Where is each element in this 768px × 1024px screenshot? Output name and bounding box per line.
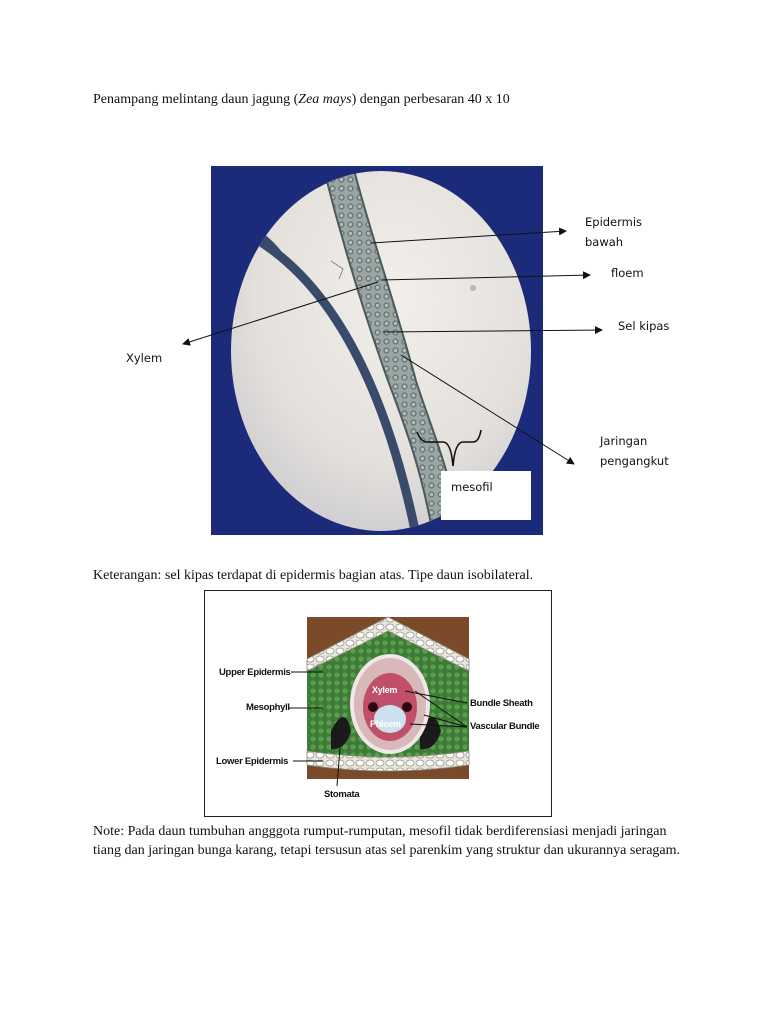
intro-suffix: ) dengan perbesaran 40 x 10 [351, 92, 510, 107]
label-bundle-sheath: Bundle Sheath [470, 698, 533, 709]
label-upper-epidermis: Upper Epidermis [219, 667, 291, 678]
label-epidermis-line2: bawah [585, 235, 624, 249]
label-jaringan-pengangkut [600, 431, 669, 471]
label-vascular-bundle: Vascular Bundle [470, 721, 540, 732]
label-epidermis-bawah [585, 212, 642, 252]
label-jaringan-line1: Jaringan [600, 434, 648, 448]
label-epidermis-line1: Epidermis [585, 215, 643, 229]
label-xylem: Xylem [126, 351, 163, 365]
label-floem: floem [611, 266, 644, 280]
label-mesofil: mesofil [451, 480, 493, 494]
label-diagram-xylem: Xylem [372, 685, 398, 695]
label-stomata: Stomata [324, 789, 360, 800]
caption-text: Keterangan: sel kipas terdapat di epidermis bagian atas. Tipe daun isobilateral. [93, 568, 534, 583]
label-diagram-phloem: Phloem [370, 719, 401, 729]
note-paragraph: Note: Pada daun tumbuhan angggota rumput-rumputan, mesofil tidak berdiferensiasi menjadi jaringan tiang dan jaringan bunga karang, tetapi tersusun atas sel parenkim yang struktur dan ukurannya seragam. [93, 824, 681, 858]
label-jaringan-line2: pengangkut [600, 454, 669, 468]
label-sel-kipas: Sel kipas [618, 319, 670, 333]
label-mesophyll: Mesophyll [246, 702, 290, 713]
species-name: Zea mays [298, 92, 352, 107]
leaf-diagram-figure [204, 590, 552, 817]
intro-prefix: Penampang melintang daun jagung ( [93, 92, 299, 107]
label-lower-epidermis: Lower Epidermis [216, 756, 289, 767]
